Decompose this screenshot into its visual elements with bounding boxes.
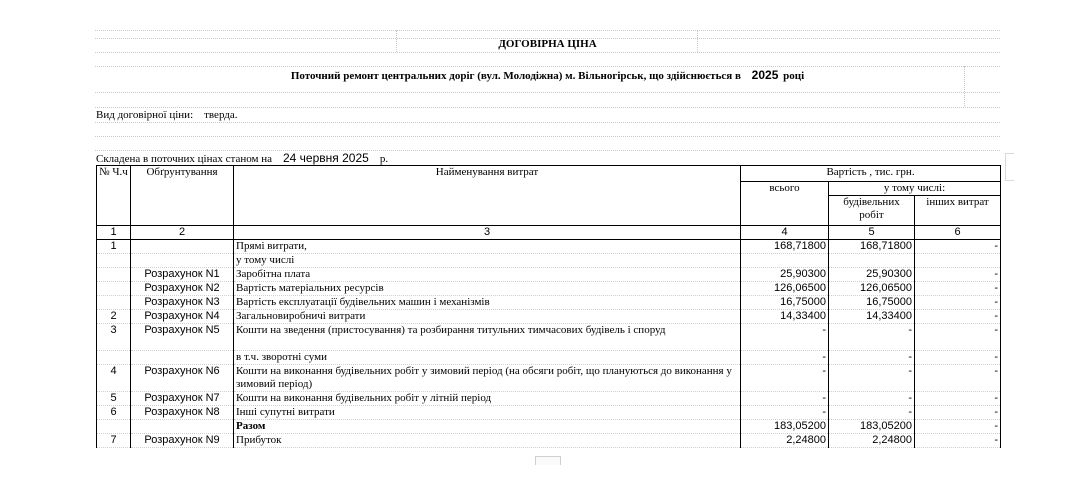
row-construction: 14,33400 <box>829 310 915 324</box>
table-row <box>97 351 1001 365</box>
row-name: Кошти на виконання будівельних робіт у зимовий період (на обсяги робіт, що плануються до виконання у зимовий період) <box>234 365 741 392</box>
row-num: 5 <box>97 392 131 406</box>
table-row <box>97 365 1001 392</box>
column-number: 2 <box>131 226 234 240</box>
table-row <box>97 254 1001 268</box>
row-name: Разом <box>234 420 741 434</box>
row-construction: - <box>829 365 915 392</box>
column-number-row <box>97 226 1001 240</box>
row-construction: - <box>829 324 915 351</box>
row-name: у тому числі <box>234 254 741 268</box>
row-construction: 2,24800 <box>829 434 915 448</box>
row-num <box>97 254 131 268</box>
row-num: 6 <box>97 406 131 420</box>
row-num: 3 <box>97 324 131 351</box>
row-name: Кошти на виконання будівельних робіт у літній період <box>234 392 741 406</box>
composed-suffix: р. <box>379 153 389 165</box>
row-basis: Розрахунок N7 <box>131 392 234 406</box>
subtitle-suffix: році <box>783 70 805 82</box>
row-basis <box>131 240 234 254</box>
row-total: 16,75000 <box>741 296 829 310</box>
row-construction: 168,71800 <box>829 240 915 254</box>
row-other: - <box>915 282 1001 296</box>
sheet-scroll-handle[interactable] <box>535 456 561 465</box>
gridline <box>95 107 1000 108</box>
row-other: - <box>915 240 1001 254</box>
table-body <box>97 240 1001 448</box>
row-other: - <box>915 406 1001 420</box>
row-num <box>97 296 131 310</box>
row-num <box>97 268 131 282</box>
row-basis: Розрахунок N2 <box>131 282 234 296</box>
composed-date: 24 червня 2025 <box>283 151 369 165</box>
row-total: - <box>741 392 829 406</box>
header-name: Найменування витрат <box>234 166 741 226</box>
document-title: ДОГОВІРНА ЦІНА <box>498 38 597 50</box>
row-name: Вартість матеріальних ресурсів <box>234 282 741 296</box>
row-other: - <box>915 365 1001 392</box>
row-num <box>97 420 131 434</box>
header-cost-group: Вартість , тис. грн. <box>741 166 1001 182</box>
sheet-side-marker <box>1005 153 1014 181</box>
table-row <box>97 310 1001 324</box>
row-total: 25,90300 <box>741 268 829 282</box>
row-other <box>915 254 1001 268</box>
table-row <box>97 434 1001 448</box>
column-number: 3 <box>234 226 741 240</box>
row-name: Інші супутні витрати <box>234 406 741 420</box>
row-construction: - <box>829 351 915 365</box>
row-basis <box>131 254 234 268</box>
row-num: 7 <box>97 434 131 448</box>
row-name: Прямі витрати, <box>234 240 741 254</box>
row-other: - <box>915 296 1001 310</box>
gridline <box>95 52 1000 53</box>
row-construction: 183,05200 <box>829 420 915 434</box>
table-row <box>97 324 1001 351</box>
table-row <box>97 296 1001 310</box>
row-basis: Розрахунок N4 <box>131 310 234 324</box>
header-total: всього <box>741 182 829 226</box>
row-construction: - <box>829 392 915 406</box>
row-num: 2 <box>97 310 131 324</box>
table-row <box>97 268 1001 282</box>
row-other: - <box>915 324 1001 351</box>
table-row <box>97 282 1001 296</box>
row-total: 14,33400 <box>741 310 829 324</box>
row-total: 126,06500 <box>741 282 829 296</box>
row-total: - <box>741 324 829 351</box>
column-number: 5 <box>829 226 915 240</box>
price-type-label: Вид договірної ціни: <box>96 109 194 121</box>
row-other: - <box>915 310 1001 324</box>
composed-label: Складена в поточних цінах станом на <box>96 153 272 165</box>
row-total: - <box>741 365 829 392</box>
row-num <box>97 351 131 365</box>
row-basis <box>131 351 234 365</box>
row-other: - <box>915 392 1001 406</box>
row-construction: 126,06500 <box>829 282 915 296</box>
row-other: - <box>915 268 1001 282</box>
row-basis: Розрахунок N6 <box>131 365 234 392</box>
composed-line <box>96 151 388 165</box>
header-justification: Обґрунтування <box>131 166 234 226</box>
row-name: Вартість експлуатації будівельних машин і механізмів <box>234 296 741 310</box>
row-basis: Розрахунок N9 <box>131 434 234 448</box>
row-name: Кошти на зведення (пристосування) та розбирання титульних тимчасових будівель і споруд <box>234 324 741 351</box>
row-construction: 25,90300 <box>829 268 915 282</box>
subtitle-year: 2025 <box>751 68 779 82</box>
header-other: інших витрат <box>915 196 1001 226</box>
column-number: 4 <box>741 226 829 240</box>
row-total: 183,05200 <box>741 420 829 434</box>
cost-table <box>96 165 1001 448</box>
gridline <box>95 122 1000 123</box>
header-num: № Ч.ч <box>97 166 131 226</box>
row-name: Прибуток <box>234 434 741 448</box>
price-type-line <box>96 109 238 121</box>
row-num: 1 <box>97 240 131 254</box>
row-basis: Розрахунок N3 <box>131 296 234 310</box>
row-num <box>97 282 131 296</box>
table-row <box>97 406 1001 420</box>
subtitle-text: Поточний ремонт центральних доріг (вул. Молодіжна) м. Вільногірськ, що здійснюється в <box>290 70 741 82</box>
row-construction: - <box>829 406 915 420</box>
row-total: 168,71800 <box>741 240 829 254</box>
row-construction: 16,75000 <box>829 296 915 310</box>
header-construction: будівельних робіт <box>829 196 915 226</box>
document-subtitle <box>95 68 1000 82</box>
row-name: Загальновиробничі витрати <box>234 310 741 324</box>
row-other: - <box>915 434 1001 448</box>
column-number: 6 <box>915 226 1001 240</box>
gridline <box>95 92 1000 93</box>
row-basis: Розрахунок N5 <box>131 324 234 351</box>
row-other: - <box>915 420 1001 434</box>
row-total <box>741 254 829 268</box>
table-row <box>97 392 1001 406</box>
gridline <box>95 30 1000 31</box>
row-name: в т.ч. зворотні суми <box>234 351 741 365</box>
row-total: - <box>741 406 829 420</box>
row-name: Заробітна плата <box>234 268 741 282</box>
row-num: 4 <box>97 365 131 392</box>
column-number: 1 <box>97 226 131 240</box>
header-including: у тому числі: <box>829 182 1001 196</box>
price-type-value: тверда. <box>204 109 238 121</box>
row-basis: Розрахунок N8 <box>131 406 234 420</box>
table-row <box>97 420 1001 434</box>
row-construction <box>829 254 915 268</box>
table-row <box>97 240 1001 254</box>
row-basis <box>131 420 234 434</box>
gridline <box>95 66 1000 67</box>
row-total: - <box>741 351 829 365</box>
row-other: - <box>915 351 1001 365</box>
gridline <box>95 136 1000 137</box>
row-basis: Розрахунок N1 <box>131 268 234 282</box>
row-total: 2,24800 <box>741 434 829 448</box>
